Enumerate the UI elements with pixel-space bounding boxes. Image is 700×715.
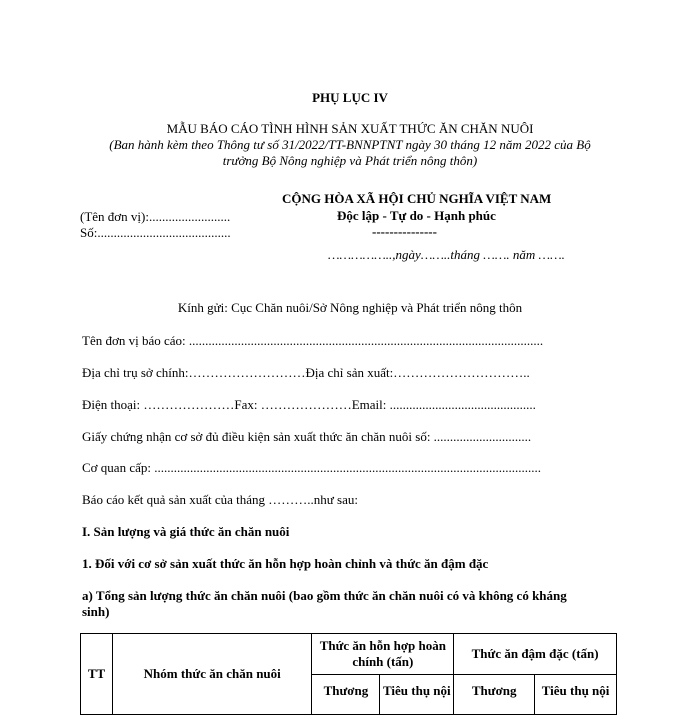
header-feed-group: Nhóm thức ăn chăn nuôi xyxy=(112,634,311,715)
table-header-row xyxy=(81,634,617,675)
unit-name-field: (Tên đơn vị):......................... xyxy=(80,209,231,224)
subsection-heading: 1. Đối với cơ sở sản xuất thức ăn hỗn hợp hoàn chỉnh và thức ăn đậm đặc xyxy=(82,556,489,571)
date-line: ……………..,ngày……..tháng ……. năm ……. xyxy=(328,247,565,262)
issuance-note-line-1: (Ban hành kèm theo Thông tư số 31/2022/TT-BNNPTNT ngày 30 tháng 12 năm 2022 của Bộ xyxy=(109,137,591,152)
national-motto: Độc lập - Tự do - Hạnh phúc xyxy=(337,208,496,223)
national-title: CỘNG HÒA XÃ HỘI CHỦ NGHĨA VIỆT NAM xyxy=(282,191,552,206)
phone-fax-email-field: Điện thoại: …………………Fax: …………………Email: ............................................. xyxy=(82,397,536,412)
subheader-complete-internal: Tiêu thụ nội xyxy=(380,675,454,715)
header-complete-feed xyxy=(312,634,454,675)
reporting-unit-field: Tên đơn vị báo cáo: ............................................................................................................. xyxy=(82,333,544,348)
subheader-concentrate-internal: Tiêu thụ nội xyxy=(535,675,617,715)
header-complete-feed-line-1: Thức ăn hỗn hợp hoàn xyxy=(319,638,446,653)
address-field: Địa chỉ trụ sở chính:………………………Địa chỉ sản xuất:………………………….. xyxy=(82,365,530,380)
document-number-field: Số:......................................... xyxy=(80,225,231,240)
production-table xyxy=(80,633,617,715)
item-a-line-1: a) Tổng sản lượng thức ăn chăn nuôi (bao gồm thức ăn chăn nuôi có và không có kháng xyxy=(82,588,567,603)
subheader-complete-commercial: Thương xyxy=(312,675,380,715)
certificate-field: Giấy chứng nhận cơ sở đủ điều kiện sản xuất thức ăn chăn nuôi số: .............................. xyxy=(82,429,532,444)
recipient-line: Kính gửi: Cục Chăn nuôi/Sở Nông nghiệp và Phát triển nông thôn xyxy=(177,300,523,315)
motto-rule: --------------- xyxy=(372,224,437,239)
item-a-line-2: sinh) xyxy=(82,604,110,619)
header-complete-feed-line-2: chính (tấn) xyxy=(352,654,414,669)
issuance-note-line-2: trưởng Bộ Nông nghiệp và Phát triển nông thôn) xyxy=(222,153,478,168)
header-tt: TT xyxy=(81,634,113,715)
subheader-concentrate-commercial: Thương xyxy=(454,675,535,715)
section-heading: I. Sản lượng và giá thức ăn chăn nuôi xyxy=(82,524,290,539)
header-concentrate-feed: Thức ăn đậm đặc (tấn) xyxy=(454,634,617,675)
form-title: MẪU BÁO CÁO TÌNH HÌNH SẢN XUẤT THỨC ĂN CHĂN NUÔI xyxy=(166,121,534,136)
report-intro: Báo cáo kết quả sản xuất của tháng ………..như sau: xyxy=(82,492,359,507)
issuing-agency-field: Cơ quan cấp: ....................................................................................................................... xyxy=(82,460,541,475)
appendix-title: PHỤ LỤC IV xyxy=(312,90,388,105)
